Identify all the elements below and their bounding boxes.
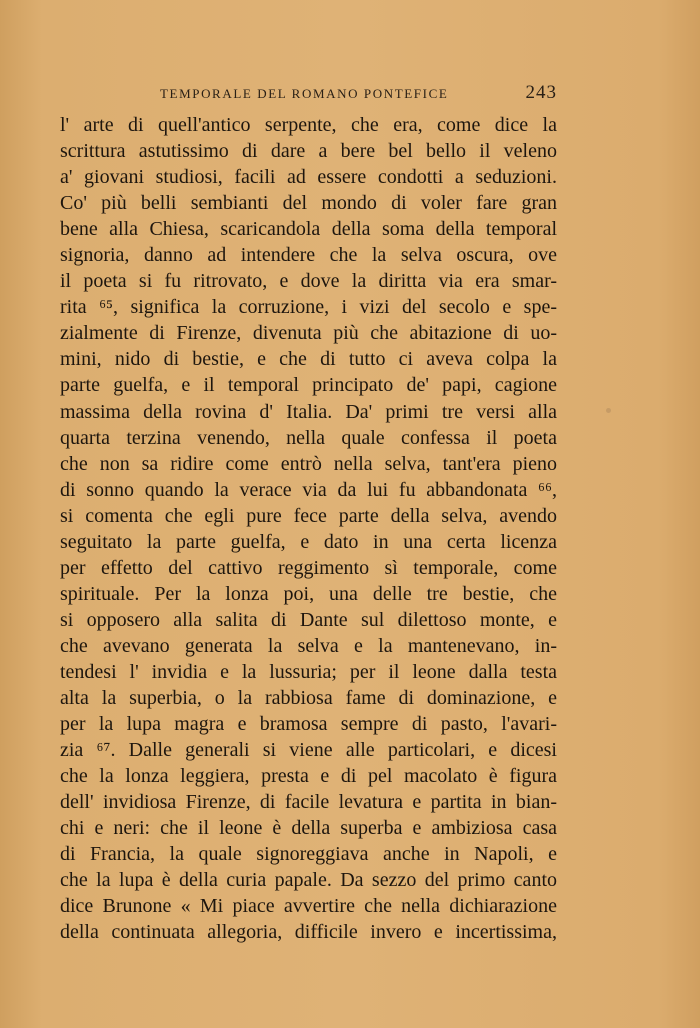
text-line: si comenta che egli pure fece parte della selva, avendo [60, 504, 557, 527]
text-line: per effetto del cattivo reggimento sì temporale, come [60, 556, 557, 579]
text-line: di sonno quando la verace via da lui fu abbandonata ⁶⁶, [60, 478, 557, 501]
text-line: il poeta si fu ritrovato, e dove la diritta via era smar- [60, 270, 557, 293]
text-line: della continuata allegoria, difficile invero e incertissima, [60, 921, 557, 944]
text-line: zia ⁶⁷. Dalle generali si viene alle particolari, e dicesi [60, 739, 557, 762]
text-line: chi e neri: che il leone è della superba e ambiziosa casa [60, 817, 557, 840]
text-line: dice Brunone « Mi piace avvertire che nella dichiarazione [60, 895, 557, 918]
text-line: rita ⁶⁵, significa la corruzione, i vizi del secolo e spe- [60, 296, 557, 319]
paper-speck [606, 408, 611, 413]
text-line: scrittura astutissimo di dare a bere bel bello il veleno [60, 140, 557, 163]
text-line: zialmente di Firenze, divenuta più che abitazione di uo- [60, 322, 557, 345]
text-line: si opposero alla salita di Dante sul dilettoso monte, e [60, 608, 557, 631]
text-line: per la lupa magra e bramosa sempre di pasto, l'avari- [60, 713, 557, 736]
text-line: massima della rovina d' Italia. Da' primi tre versi alla [60, 400, 557, 423]
text-line: dell' invidiosa Firenze, di facile levatura e partita in bian- [60, 791, 557, 814]
text-line: l' arte di quell'antico serpente, che era, come dice la [60, 114, 557, 136]
text-line: che la lupa è della curia papale. Da sezzo del primo canto [60, 869, 557, 892]
text-line: che avevano generata la selva e la mantenevano, in- [60, 634, 557, 657]
text-line: alta la superbia, o la rabbiosa fame di dominazione, e [60, 687, 557, 710]
text-line: signoria, danno ad intendere che la selva oscura, ove [60, 244, 557, 267]
text-line: che la lonza leggiera, presta e di pel macolato è figura [60, 765, 557, 788]
running-title: TEMPORALE DEL ROMANO PONTEFICE [160, 86, 449, 101]
text-line: bene alla Chiesa, scaricandola della soma della temporal [60, 218, 557, 241]
text-line: seguitato la parte guelfa, e dato in una certa licenza [60, 530, 557, 553]
text-line: quarta terzina venendo, nella quale confessa il poeta [60, 426, 557, 449]
text-line: di Francia, la quale signoreggiava anche in Napoli, e [60, 843, 557, 866]
text-line: spirituale. Per la lonza poi, una delle tre bestie, che [60, 582, 557, 605]
text-line: parte guelfa, e il temporal principato de' papi, cagione [60, 374, 557, 397]
text-line: tendesi l' invidia e la lussuria; per il leone dalla testa [60, 660, 557, 683]
running-head [60, 82, 557, 106]
text-line: a' giovani studiosi, facili ad essere condotti a seduzioni. [60, 166, 557, 189]
text-line: mini, nido di bestie, e che di tutto ci aveva colpa la [60, 348, 557, 371]
text-line: che non sa ridire come entrò nella selva, tant'era pieno [60, 452, 557, 475]
text-line: Co' più belli sembianti del mondo di voler fare gran [60, 192, 557, 215]
body-text [60, 112, 557, 946]
page-number: 243 [525, 82, 557, 103]
